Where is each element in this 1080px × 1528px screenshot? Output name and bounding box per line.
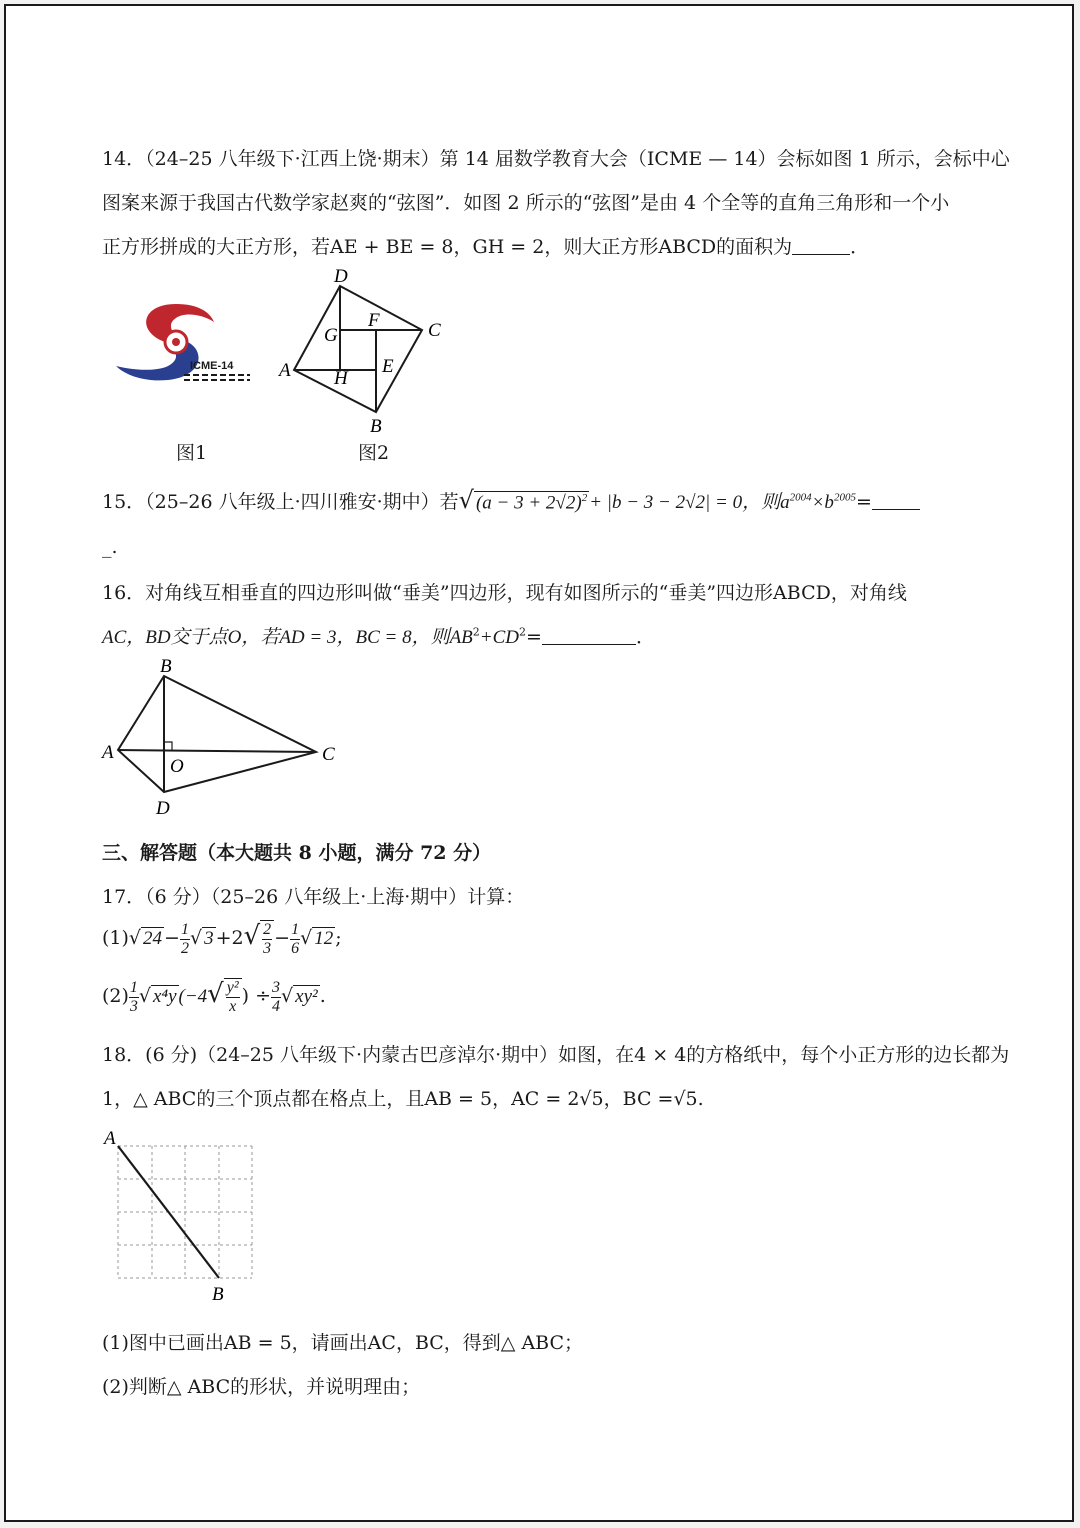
label-H: H: [334, 368, 348, 389]
f4-num: 1: [129, 978, 138, 996]
fraction-4: [129, 979, 139, 1016]
q15-exp-a: 2004: [789, 491, 812, 504]
dashed-grid: [118, 1146, 252, 1278]
q16-plus: +CD: [479, 627, 520, 648]
logo-text: ICME-14: [190, 360, 234, 372]
sqrt-icon: √: [300, 927, 313, 949]
f6-num: 3: [272, 978, 281, 996]
fraction-1: [180, 921, 190, 958]
q17-p1-plus2: +2: [215, 927, 244, 949]
label-A: A: [102, 742, 114, 763]
q17-p2-open: (−4: [178, 986, 208, 1007]
f3-den: 6: [291, 939, 300, 957]
right-angle-mark: [164, 742, 172, 750]
fig1-caption: 图1: [176, 442, 208, 464]
q16-exp2: 2: [519, 625, 527, 639]
exam-page: [4, 4, 1074, 1522]
q17-p1-c: 12: [314, 928, 334, 949]
sqrt-icon: √: [128, 927, 142, 949]
q17-p2-a: x⁴y: [153, 986, 177, 1007]
q17-p1-a: 24: [143, 928, 163, 949]
icme-logo: [106, 296, 256, 388]
label-B: B: [370, 416, 382, 436]
sqrt-icon: √: [281, 985, 294, 1007]
q15-cont: _.: [102, 536, 118, 558]
label-D: D: [156, 798, 170, 819]
q17-p2-b: xy²: [295, 986, 318, 1007]
q15-exp-b: 2005: [833, 491, 856, 504]
label-F: F: [368, 310, 380, 331]
label-O: O: [170, 756, 184, 777]
q17-part2: [102, 978, 326, 1016]
label-C: C: [322, 744, 335, 765]
q15-radicand-text: (a − 3 + 2√2): [475, 492, 582, 513]
kite-diagram: [98, 654, 348, 824]
square-abcd: [294, 286, 422, 412]
q18-sub1: (1)图中已画出AB = 5，请画出AC，BC，得到△ ABC；: [102, 1332, 584, 1354]
q16-line1: 16．对角线互相垂直的四边形叫做“垂美”四边形，现有如图所示的“垂美”四边形ABCD，对角线: [102, 582, 907, 604]
label-G: G: [324, 325, 338, 346]
f3-num: 1: [291, 920, 300, 938]
q16-equals: =: [526, 626, 542, 648]
q14-answer-blank[interactable]: [792, 236, 850, 255]
f1-num: 1: [180, 920, 189, 938]
q17-part1: [102, 920, 342, 958]
fraction-6: [271, 979, 281, 1016]
fraction-2: [260, 920, 274, 958]
q16-exp1: 2: [472, 625, 480, 639]
label-B: B: [160, 656, 172, 677]
label-A: A: [279, 360, 291, 381]
q17-p1-minus: −: [164, 927, 180, 949]
sqrt-sign-icon: √: [458, 486, 474, 514]
q17-p1-b: 3: [204, 928, 214, 949]
q17-p1-minus2: −: [274, 927, 291, 949]
q15-equals: =: [855, 491, 872, 513]
label-B: B: [212, 1284, 224, 1302]
q14-line3-end: ．: [850, 236, 870, 258]
q17-p2-end: .: [319, 985, 326, 1007]
label-D: D: [334, 266, 348, 287]
q15-prefix: 15．（25–26 八年级上·四川雅安·期中）若: [102, 491, 459, 513]
q15-line: [102, 486, 920, 514]
label-C: C: [428, 320, 441, 341]
sqrt-icon: √: [189, 927, 203, 949]
q17-header: 17．（6 分）（25–26 八年级上·上海·期中）计算：: [102, 886, 525, 908]
fraction-3: [290, 921, 300, 958]
f2-num: 2: [263, 921, 272, 938]
q14-line1: 14．（24–25 八年级下·江西上饶·期末）第 14 届数学教育大会（ICME — 14）会标如图 1 所示，会标中心: [102, 148, 1010, 170]
sqrt-icon: √: [243, 921, 261, 951]
q18-line2: 1，△ ABC的三个顶点都在格点上，且AB = 5，AC = 2√5，BC =√5.: [102, 1088, 704, 1110]
q14-line2: 图案来源于我国古代数学家赵爽的“弦图”．如图 2 所示的“弦图”是由 4 个全等的直角三角形和一个小: [102, 192, 950, 214]
q17-p2-close: ) ÷: [241, 985, 272, 1007]
q16-answer-blank[interactable]: [542, 626, 636, 645]
f5-den: x: [229, 998, 237, 1015]
grid-diagram: [98, 1122, 268, 1302]
f5-num: y²: [226, 979, 239, 996]
f6-den: 4: [272, 997, 281, 1015]
q15-radicand: [474, 491, 589, 514]
fraction-5: [224, 978, 242, 1016]
chord-diagram: [274, 266, 454, 436]
q15-answer-blank[interactable]: [872, 491, 920, 510]
q16-line2: [102, 622, 655, 649]
q15-middle: + |b − 3 − 2√2| = 0，则a: [589, 492, 790, 513]
q15-times: ×b: [811, 492, 834, 513]
q18-line1: 18．(6 分)（24–25 八年级下·内蒙古巴彦淖尔·期中）如图，在4 × 4的方格纸中，每个小正方形的边长都为: [102, 1044, 1010, 1066]
q14-line3-text: 正方形拼成的大正方形，若AE + BE = 8，GH = 2，则大正方形ABCD的面积为: [102, 236, 793, 258]
label-E: E: [382, 356, 394, 377]
sqrt-icon: √: [138, 985, 152, 1007]
q16-line2-a: AC，BD交于点O，若AD = 3，BC = 8，则AB: [102, 627, 473, 648]
q18-sub2: (2)判断△ ABC的形状，并说明理由；: [102, 1376, 421, 1398]
q15-sq-exp: 2: [581, 491, 588, 504]
q14-line3: [102, 232, 869, 259]
q17-p1-label: (1): [102, 927, 129, 949]
label-A: A: [104, 1128, 116, 1149]
logo-center-dot: [172, 338, 180, 346]
q16-period: ．: [635, 626, 655, 648]
q17-p2-label: (2): [102, 985, 129, 1007]
q17-p1-end: ;: [335, 927, 342, 949]
section-3-heading: 三、解答题（本大题共 8 小题，满分 72 分）: [102, 842, 492, 864]
fig2-caption: 图2: [358, 442, 390, 464]
f1-den: 2: [180, 939, 189, 957]
quadrilateral-abcd: [118, 676, 316, 792]
sqrt-icon: √: [207, 979, 224, 1009]
diagonal-ac: [118, 750, 316, 752]
f2-den: 3: [263, 940, 272, 957]
f4-den: 3: [129, 997, 138, 1015]
